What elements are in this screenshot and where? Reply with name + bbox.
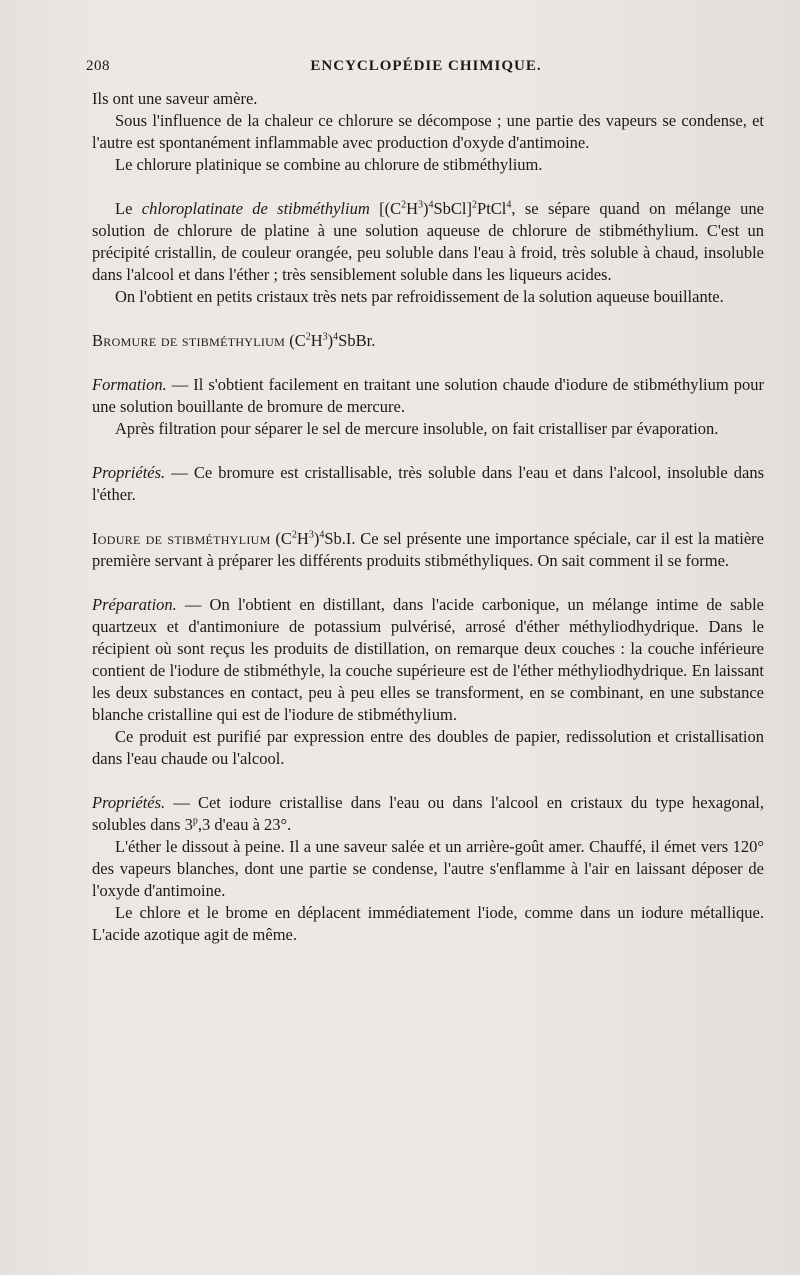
paragraph-iodure: Iodure de stibméthylium $(C^2H^3)^4Sb.I$. Ce sel présente une importance spéciale, car il est la matière première servant à préparer les différents produits stibméthyliques. On sait comment il se forme. bbox=[92, 529, 764, 570]
paragraph-proprietes-iodure: Propriétés. — Cet iodure cristallise dans l'eau ou dans l'alcool en cristaux du type hexagonal, solubles dans 3$^p$,3 d'eau à 23°. bbox=[92, 793, 764, 834]
section-heading-bromure: Bromure de stibméthylium $(C^2H^3)^4SbBr$. bbox=[92, 331, 376, 350]
paragraph-decomposition: Sous l'influence de la chaleur ce chlorure se décompose ; une partie des vapeurs se condense, et l'autre est spontanément inflammable avec production d'oxyde d'antimoine. bbox=[92, 111, 764, 152]
page-number: 208 bbox=[86, 58, 110, 74]
paragraph-chloroplatinate: Le chloroplatinate de stibméthylium $[(C^2H^3)^4SbCl]^2PtCl^4$, se sépare quand on mélange une solution de chlorure de platine à une solution aqueuse de chlorure de stibméthylium. C'est un précipité cristallin, de couleur orangée, peu soluble dans l'eau à froid, très soluble à chaud, insoluble dans l'alcool et dans l'éther ; très sensiblement soluble dans les liqueurs acides. bbox=[92, 199, 764, 284]
paragraph-preparation: Préparation. — On l'obtient en distillant, dans l'acide carbonique, un mélange intime de sable quartzeux et d'antimoniure de potassium pulvérisé, arrosé d'éther méthyliodhydrique. Dans le récipient où sont reçus les produits de distillation, on remarque deux couches : la couche inférieure contient de l'iodure de stibméthyle, la couche supérieure est de l'éther méthyliodhydrique. En laissant les deux substances en contact, peu à peu elles se transforment, en se combinant, en une substance blanche cristalline qui est de l'iodure de stibméthylium. bbox=[92, 595, 764, 724]
paragraph-chlorure-platinique: Le chlorure platinique se combine au chlorure de stibméthylium. bbox=[115, 155, 543, 174]
paragraph-chlore-brome: Le chlore et le brome en déplacent immédiatement l'iode, comme dans un iodure métallique. L'acide azotique agit de même. bbox=[92, 903, 764, 944]
chemical-formula: $(C^2H^3)^4SbBr$. bbox=[285, 331, 376, 350]
running-head bbox=[86, 58, 766, 80]
paragraph-obtention: On l'obtient en petits cristaux très nets par refroidissement de la solution aqueuse bouillante. bbox=[115, 287, 724, 306]
compound-name: chloroplatinate de stibméthylium bbox=[141, 199, 370, 218]
subheading-proprietes: Propriétés. bbox=[92, 463, 166, 482]
paragraph-formation: Formation. — Il s'obtient facilement en traitant une solution chaude d'iodure de stibméthylium pour une solution bouillante de bromure de mercure. bbox=[92, 375, 764, 416]
chemical-formula: $(C^2H^3)^4Sb.I$. bbox=[270, 529, 356, 548]
subheading-formation: Formation. bbox=[92, 375, 167, 394]
body-text bbox=[92, 88, 764, 946]
paragraph-filtration: Après filtration pour séparer le sel de mercure insoluble, on fait cristalliser par évaporation. bbox=[115, 419, 719, 438]
paragraph-proprietes-bromure: Propriétés. — Ce bromure est cristallisable, très soluble dans l'eau et dans l'alcool, insoluble dans l'éther. bbox=[92, 463, 764, 504]
paragraph-purification: Ce produit est purifié par expression entre des doubles de papier, redissolution et cristallisation dans l'eau chaude ou l'alcool. bbox=[92, 727, 764, 768]
subheading-proprietes: Propriétés. bbox=[92, 793, 166, 812]
section-heading-iodure: Iodure de stibméthylium bbox=[92, 529, 271, 548]
paragraph-ether: L'éther le dissout à peine. Il a une saveur salée et un arrière-goût amer. Chauffé, il émet vers 120° des vapeurs blanches, dont une partie se condense, l'autre s'enflamme à l'air en laissant déposer de l'oxyde d'antimoine. bbox=[92, 837, 764, 900]
running-title: ENCYCLOPÉDIE CHIMIQUE. bbox=[310, 58, 542, 74]
paragraph-saveur: Ils ont une saveur amère. bbox=[92, 89, 258, 108]
chemical-formula: $[(C^2H^3)^4SbCl]^2PtCl^4$ bbox=[369, 199, 512, 218]
subheading-preparation: Préparation. bbox=[92, 595, 177, 614]
